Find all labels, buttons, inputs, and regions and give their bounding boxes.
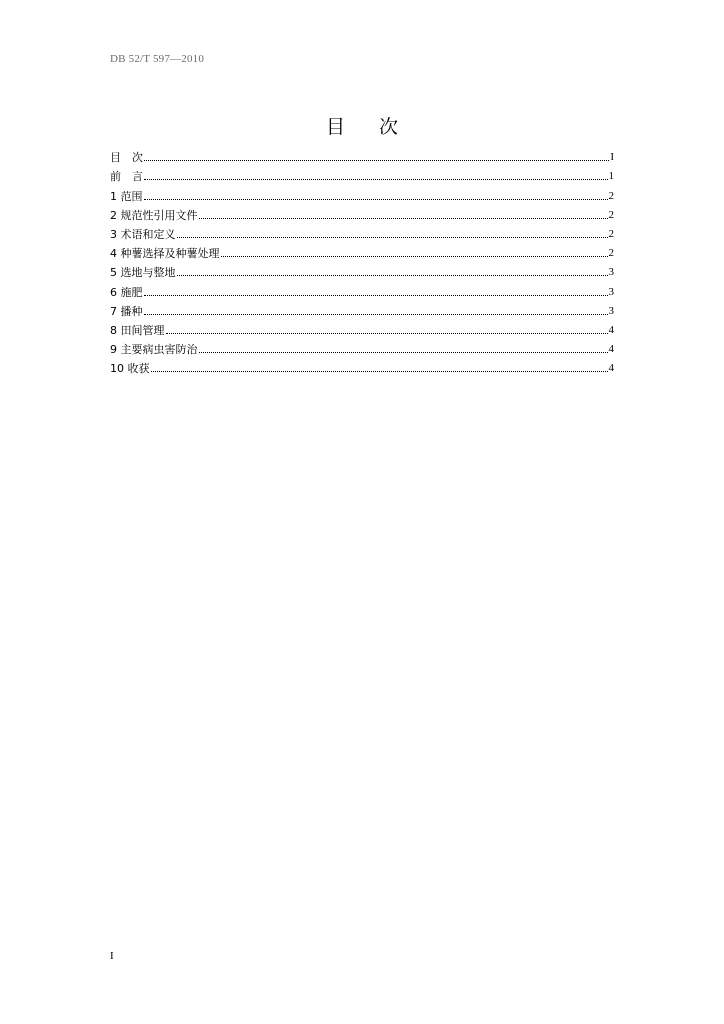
toc-entry[interactable] xyxy=(110,241,614,260)
toc-entry-page: 4 xyxy=(608,362,614,375)
toc-entry-label: 目 次 xyxy=(110,151,143,165)
toc-entry-label: 10 收获 xyxy=(110,362,150,376)
toc-entry-label: 9 主要病虫害防治 xyxy=(110,343,198,357)
toc-entry-label: 2 规范性引用文件 xyxy=(110,208,198,222)
toc-entry-label: 5 选地与整地 xyxy=(110,266,176,280)
toc-dot-leader xyxy=(144,294,608,296)
toc-entry-label: 4 种薯选择及种薯处理 xyxy=(110,247,220,261)
toc-entry[interactable] xyxy=(110,183,614,202)
toc-dot-leader xyxy=(151,370,608,372)
toc-dot-leader xyxy=(144,313,608,315)
toc-entry-label: 6 施肥 xyxy=(110,285,143,299)
toc-entry[interactable] xyxy=(110,337,614,356)
toc-entry[interactable] xyxy=(110,145,614,164)
toc-entry-label: 3 术语和定义 xyxy=(110,227,176,241)
page-title: 目 次 xyxy=(325,116,413,138)
toc-dot-leader xyxy=(221,255,608,257)
toc-dot-leader xyxy=(144,159,609,161)
toc-entry-label: 8 田间管理 xyxy=(110,323,165,337)
toc-entry[interactable] xyxy=(110,299,614,318)
toc-entry[interactable] xyxy=(110,260,614,279)
toc-entry-page: 2 xyxy=(608,208,614,221)
toc-dot-leader xyxy=(166,332,608,334)
toc-entry-page: 2 xyxy=(608,189,614,202)
toc-entry[interactable] xyxy=(110,203,614,222)
toc-entry[interactable] xyxy=(110,164,614,183)
table-of-contents xyxy=(110,145,614,375)
toc-dot-leader xyxy=(199,351,608,353)
toc-entry[interactable] xyxy=(110,318,614,337)
toc-entry-label: 7 播种 xyxy=(110,304,143,318)
toc-dot-leader xyxy=(177,236,608,238)
toc-entry-page: 3 xyxy=(608,285,614,298)
toc-entry-page: 3 xyxy=(608,304,614,317)
page-number: I xyxy=(110,950,114,962)
toc-entry-label: 1 范围 xyxy=(110,189,143,203)
toc-entry-page: 4 xyxy=(608,343,614,356)
document-code-header: DB 52/T 597—2010 xyxy=(110,53,205,65)
toc-entry[interactable] xyxy=(110,222,614,241)
toc-dot-leader xyxy=(144,178,608,180)
toc-entry-label: 前 言 xyxy=(110,170,143,184)
toc-entry-page: 3 xyxy=(608,266,614,279)
toc-entry-page: 4 xyxy=(608,323,614,336)
toc-entry[interactable] xyxy=(110,279,614,298)
toc-dot-leader xyxy=(144,198,608,200)
toc-entry-page: 2 xyxy=(608,227,614,240)
toc-entry-page: 2 xyxy=(608,247,614,260)
toc-dot-leader xyxy=(177,274,608,276)
toc-entry-page: 1 xyxy=(608,170,614,183)
toc-entry-page: I xyxy=(610,151,614,164)
toc-entry[interactable] xyxy=(110,356,614,375)
toc-dot-leader xyxy=(199,217,608,219)
